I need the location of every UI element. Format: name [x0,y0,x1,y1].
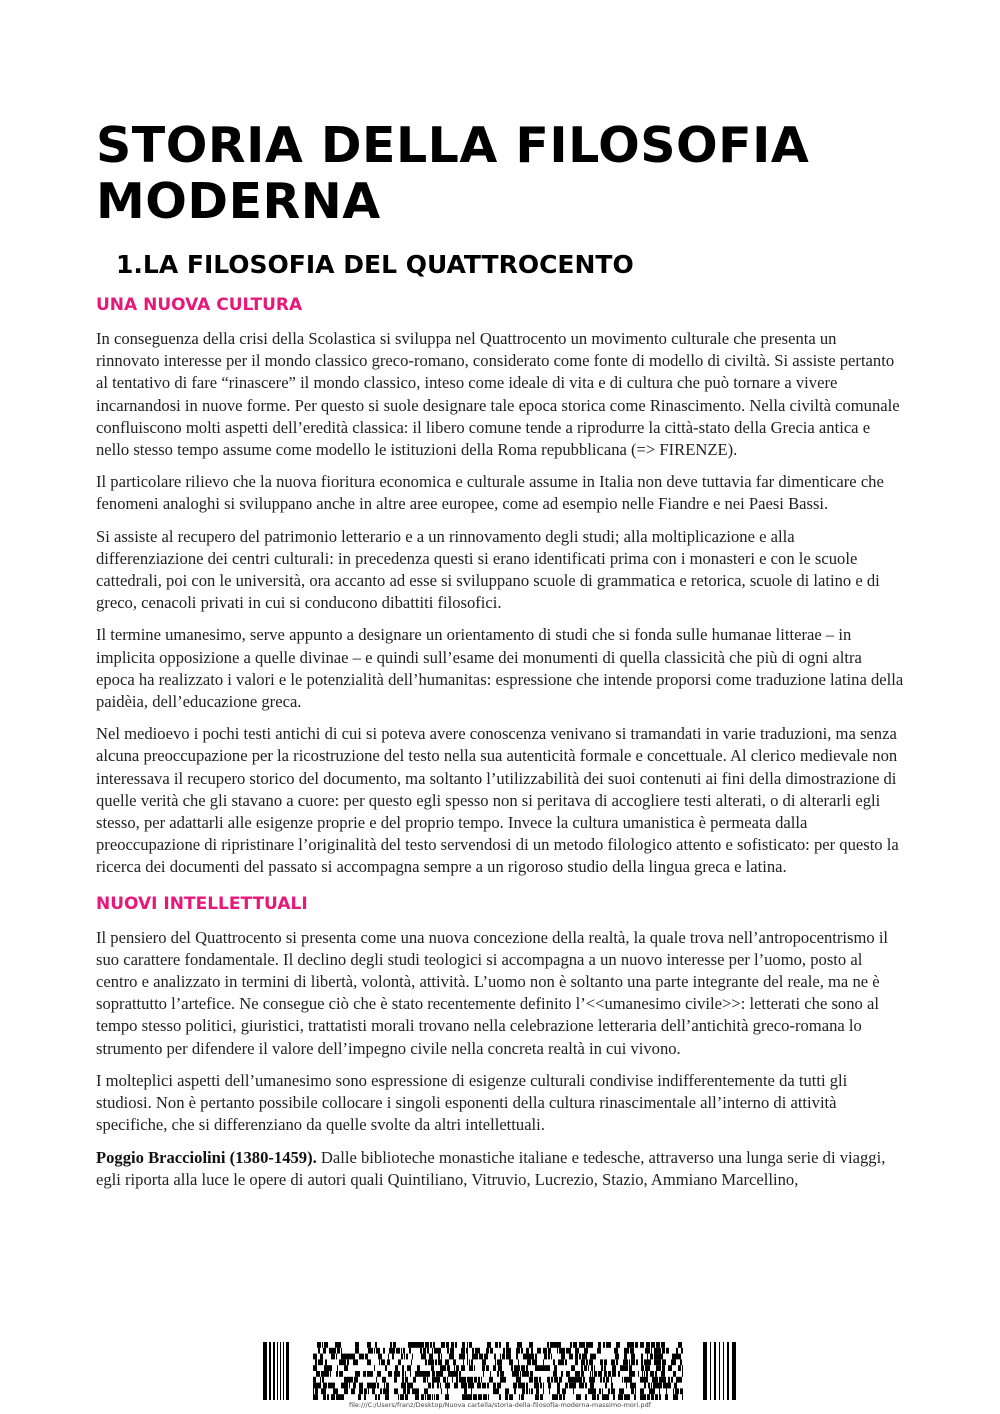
paragraph: Si assiste al recupero del patrimonio letterario e a un rinnovamento degli studi; alla moltiplicazione e alla differenziazione dei centri culturali: in precedenza questi si erano identificati prima con i monasteri e con le scuole cattedrali, poi con le università, ora accanto ad esse si sviluppano scuole di grammatica e retorica, scuole di latino e di greco, cenacoli privati in cui si conducono dibattiti filosofici. [96,526,880,613]
section-heading-nuova-cultura: UNA NUOVA CULTURA [96,295,303,315]
paragraph: I molteplici aspetti dell’umanesimo sono espressione di esigenze culturali condivise indifferentemente da tutti gli studiosi. Non è pertanto possibile collocare i singoli esponenti della cultura rinascimentale all’interno di attività specifiche, che si differenziano da quelle svolte da altri intellettuali. [96,1070,848,1135]
section-heading-nuovi-intellettuali: NUOVI INTELLETTUALI [96,893,308,914]
bold-name: Poggio Bracciolini (1380-1459). [96,1147,317,1167]
paragraph: Il termine umanesimo, serve appunto a designare un orientamento di studi che si fonda sulle humanae litterae – in implicita opposizione a quelle divinae – e quindi sull’esame dei monumenti di quella classicità che più di ogni altra epoca ha realizzato i valori e le potenzialità dell’humanitas: espressione che intende proporsi come traduzione latina della paidèia, dell’educazione greca. [96,625,904,712]
paragraph: Nel medioevo i pochi testi antichi di cui si poteva avere conoscenza venivano si tramandati in varie traduzioni, ma senza alcuna preoccupazione per la ricostruzione del testo nella sua autenticità formale e concettuale. Al clerico medievale non interessava il recupero storico del documento, ma soltanto l’utilizzabilità dei suoi contenuti ai fini della dimostrazione di quelle verità che gli stavano a cuore: per questo egli spesso non si peritava di accogliere testi alterati, o di alterarli egli stesso, per adattarli alle esigenze proprie e del proprio tempo. Invece la cultura umanistica è permeata dalla preoccupazione di ripristinare l’originalità del testo servendosi di un metodo filologico attento e sofisticato: per questo la ricerca dei documenti del passato si accompagna sempre a un rigoroso studio della lingua greca e latina. [96,724,899,877]
paragraph-text: Dalle biblioteche monastiche italiane e tedesche, attraverso una lunga serie di viaggi, egli riporta alla luce le opere di autori quali Quintiliano, Vitruvio, Lucrezio, Stazio, Ammiano Marcellino, [96,1147,886,1189]
page-content [96,118,904,1191]
footer-file-path: file:///C:/Users/franz/Desktop/Nuova cartella/storia-della-filosofia-moderna-massimo-mori.pdf [349,1401,651,1409]
document-title: STORIA DELLA FILOSOFIA MODERNA [96,117,810,230]
paragraph: Il pensiero del Quattrocento si presenta come una nuova concezione della realtà, la quale trova nell’antropocentrismo il suo carattere fondamentale. Il declino degli studi teologici si accompagna a un nuovo interesse per l’uomo, posto al centro e analizzato in termini di libertà, volontà, attività. L’uomo non è soltanto una parte integrante del reale, ma ne è soprattutto l’artefice. Ne consegue ciò che è stato recentemente definito l’<<umanesimo civile>>: letterati che sono al tempo stesso politici, giuristici, trattatisti morali trovano nella celebrazione letteraria dell’antichità greco-romana lo strumento per difendere il valore dell’impegno civile nella concreta realtà in cui vivono. [96,927,889,1058]
pdf417-barcode-icon [263,1342,737,1400]
paragraph: Il particolare rilievo che la nuova fioritura economica e culturale assume in Italia non deve tuttavia far dimenticare che fenomeni analoghi si sviluppano anche in altre aree europee, come ad esempio nelle Fiandre e nei Paesi Bassi. [96,472,884,514]
paragraph-bracciolini [96,1147,904,1191]
chapter-heading: 1.LA FILOSOFIA DEL QUATTROCENTO [116,250,634,279]
paragraph: In conseguenza della crisi della Scolastica si sviluppa nel Quattrocento un movimento culturale che presenta un rinnovato interesse per il mondo classico greco-romano, considerato come fonte di modello di civiltà. Si assiste pertanto al tentativo di fare “rinascere” il mondo classico, inteso come ideale di vita e di cultura che può tornare a vivere incarnandosi in nuove forme. Per questo si suole designare tale epoca storica come Rinascimento. Nella civiltà comunale confluiscono molti aspetti dell’eredità classica: il libero comune tende a riprodurre la città-stato della Grecia antica e nello stesso tempo assume come modello le istituzioni della Roma repubblicana (=> FIRENZE). [96,329,900,460]
